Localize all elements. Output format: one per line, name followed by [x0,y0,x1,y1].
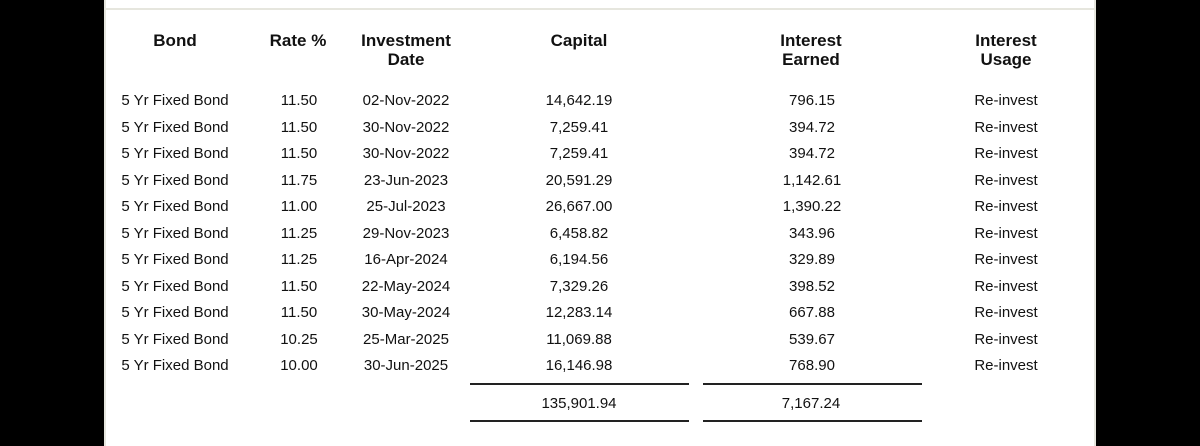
header-bond: Bond [153,31,197,50]
header-interest-earned: Interest Earned [780,31,842,69]
date-cell: 30-Nov-2022 [362,145,450,162]
interest-cell: 1,142.61 [782,172,842,189]
usage-cell: Re-invest [974,145,1038,162]
capital-cell: 12,283.14 [545,304,613,321]
header-capital: Capital [550,31,608,50]
bond-cell: 5 Yr Fixed Bond [121,331,229,348]
bond-cell: 5 Yr Fixed Bond [121,251,229,268]
interest-total: 7,167.24 [781,395,841,412]
capital-cell: 6,194.56 [549,251,609,268]
interest-total-rule [703,383,922,385]
date-cell: 30-Jun-2025 [363,357,449,374]
capital-cell: 26,667.00 [545,198,613,215]
date-cell: 30-Nov-2022 [362,119,450,136]
usage-cell: Re-invest [974,119,1038,136]
usage-cell: Re-invest [974,92,1038,109]
date-cell: 25-Jul-2023 [366,198,446,215]
sheet-top-border [106,0,1094,10]
rate-cell: 10.00 [280,357,318,374]
header-rate: Rate % [269,31,327,50]
capital-cell: 14,642.19 [545,92,613,109]
capital-cell: 16,146.98 [545,357,613,374]
interest-cell: 796.15 [789,92,835,109]
bond-cell: 5 Yr Fixed Bond [121,304,229,321]
date-cell: 22-May-2024 [361,278,451,295]
bond-cell: 5 Yr Fixed Bond [121,278,229,295]
interest-cell: 394.72 [789,119,835,136]
date-cell: 25-Mar-2025 [363,331,449,348]
rate-cell: 11.75 [280,172,318,189]
bond-cell: 5 Yr Fixed Bond [121,225,229,242]
rate-cell: 11.50 [280,92,318,109]
usage-cell: Re-invest [974,198,1038,215]
rate-cell: 11.00 [280,198,318,215]
interest-bottom-rule [703,420,922,422]
interest-cell: 768.90 [789,357,835,374]
usage-cell: Re-invest [974,172,1038,189]
header-interest-usage: Interest Usage [975,31,1037,69]
rate-cell: 11.50 [280,145,318,162]
date-cell: 02-Nov-2022 [362,92,450,109]
usage-cell: Re-invest [974,331,1038,348]
bond-cell: 5 Yr Fixed Bond [121,92,229,109]
bond-cell: 5 Yr Fixed Bond [121,172,229,189]
bond-cell: 5 Yr Fixed Bond [121,145,229,162]
capital-total-rule [470,383,689,385]
interest-cell: 1,390.22 [782,198,842,215]
date-cell: 23-Jun-2023 [363,172,449,189]
capital-cell: 6,458.82 [549,225,609,242]
usage-cell: Re-invest [974,278,1038,295]
capital-cell: 20,591.29 [545,172,613,189]
usage-cell: Re-invest [974,357,1038,374]
interest-cell: 398.52 [789,278,835,295]
interest-cell: 394.72 [789,145,835,162]
date-cell: 30-May-2024 [361,304,451,321]
capital-cell: 7,259.41 [549,119,609,136]
rate-cell: 11.50 [280,304,318,321]
capital-bottom-rule [470,420,689,422]
bond-cell: 5 Yr Fixed Bond [121,119,229,136]
capital-cell: 7,259.41 [549,145,609,162]
rate-cell: 11.25 [280,225,318,242]
rate-cell: 11.50 [280,278,318,295]
bond-cell: 5 Yr Fixed Bond [121,357,229,374]
header-investment-date: Investment Date [361,31,451,69]
rate-cell: 11.50 [280,119,318,136]
usage-cell: Re-invest [974,251,1038,268]
rate-cell: 11.25 [280,251,318,268]
interest-cell: 667.88 [789,304,835,321]
interest-cell: 343.96 [789,225,835,242]
interest-cell: 329.89 [789,251,835,268]
rate-cell: 10.25 [280,331,318,348]
usage-cell: Re-invest [974,304,1038,321]
interest-cell: 539.67 [789,331,835,348]
capital-cell: 11,069.88 [546,331,612,348]
capital-cell: 7,329.26 [549,278,609,295]
capital-total: 135,901.94 [541,395,617,412]
date-cell: 29-Nov-2023 [362,225,450,242]
date-cell: 16-Apr-2024 [364,251,448,268]
usage-cell: Re-invest [974,225,1038,242]
bond-cell: 5 Yr Fixed Bond [121,198,229,215]
